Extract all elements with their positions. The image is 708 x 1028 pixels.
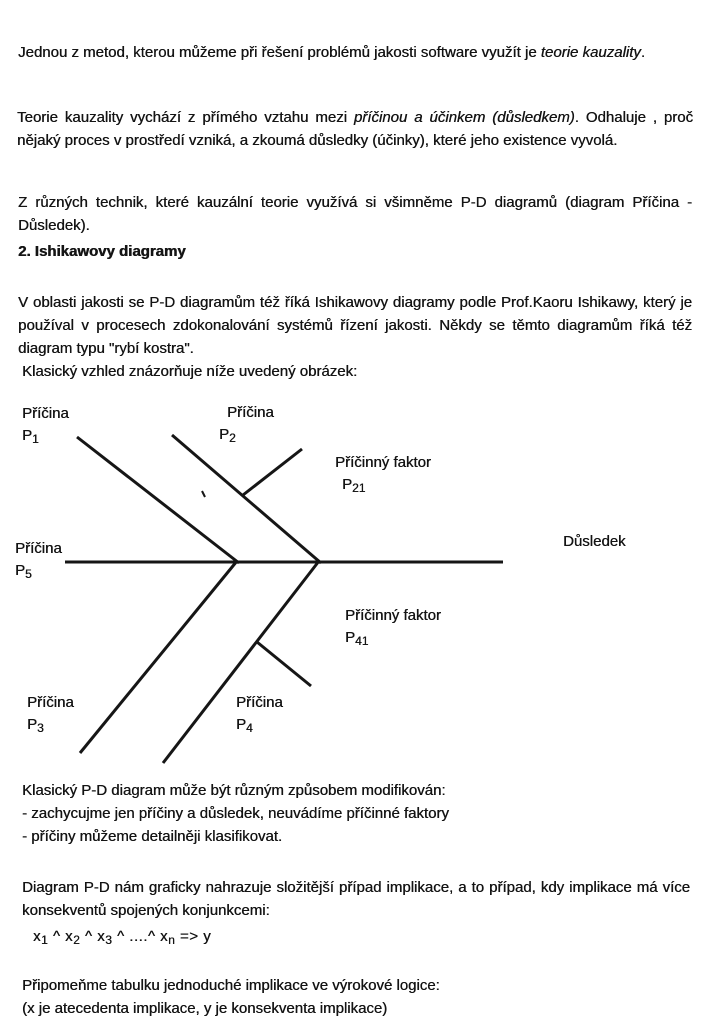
section-heading: 2. Ishikawovy diagramy: [18, 243, 186, 260]
cause-label-text: Příčina: [27, 694, 74, 711]
label-cause-p5: [15, 538, 62, 582]
text-line: Klasický P-D diagram může být různým způsobem modifikován:: [22, 782, 446, 799]
label-cause-p2: [219, 402, 274, 446]
cause-label-text: Příčina: [236, 694, 283, 711]
effect-label-text: Důsledek: [563, 533, 626, 550]
cause-label-text: Příčinný faktor: [345, 607, 441, 624]
formula-subscript: 3: [105, 933, 113, 947]
label-cause-p1: [22, 403, 69, 447]
paragraph-intro: [18, 41, 692, 64]
branch-p2-line: [172, 435, 321, 563]
text-line: Připomeňme tabulku jednoduché implikace ve výrokové logice:: [22, 977, 440, 994]
symbol-base: P: [22, 427, 33, 444]
paragraph-text: .: [640, 44, 645, 61]
symbol-subscript: 2: [229, 431, 236, 445]
cause-symbol: [345, 627, 441, 649]
label-causal-factor-p41: [345, 605, 441, 649]
cause-label-text: Příčinný faktor: [335, 454, 431, 471]
cause-symbol: [219, 424, 274, 446]
italic-term: teorie kauzality: [540, 44, 641, 61]
symbol-subscript: 3: [37, 721, 44, 735]
italic-term: příčinou a účinkem (důsledkem): [353, 109, 575, 126]
symbol-subscript: 1: [32, 432, 39, 446]
paragraph-implication: Diagram P-D nám graficky nahrazuje složitější případ implikace, a to případ, kdy implikace má více konsekventů spojených konjunkcemi:: [22, 879, 690, 919]
symbol-subscript: 5: [25, 567, 32, 581]
cause-symbol: [342, 474, 431, 496]
paragraph-figure-lead-in: Klasický vzhled znázorňuje níže uvedený obrázek:: [22, 363, 358, 380]
paragraph-truth-table: [22, 974, 702, 1020]
text-line: (x je atecedenta implikace, y je konsekventa implikace): [22, 1000, 388, 1017]
label-cause-p4: [236, 692, 283, 736]
symbol-base: P: [342, 476, 353, 493]
paragraph-text: Jednou z metod, kterou můžeme při řešení problémů jakosti software využít je: [18, 44, 541, 61]
symbol-base: P: [345, 629, 356, 646]
paragraph-modifications: [22, 779, 702, 848]
label-causal-factor-p21: [335, 452, 431, 496]
subbranch-p21-line: [243, 449, 302, 495]
paragraph-text: Teorie kauzality vychází z přímého vztahu mezi: [17, 109, 354, 126]
cause-symbol: [27, 714, 74, 736]
cause-symbol: [22, 425, 69, 447]
label-cause-p3: [27, 692, 74, 736]
implication-formula: $x_1$ ^ $x_2$ ^ $x_3$ ^ ....^ $x_n => y$: [33, 928, 212, 947]
label-effect: [563, 531, 626, 553]
paragraph-techniques: Z různých technik, které kauzální teorie využívá si všimněme P-D diagramů (diagram Příčina - Důsledek).: [18, 194, 692, 234]
symbol-base: P: [15, 562, 26, 579]
branch-p3-line: [80, 561, 237, 753]
formula-subscript: 1: [41, 933, 49, 947]
formula-subscript: n: [168, 933, 176, 947]
formula-subscript: 2: [73, 933, 81, 947]
symbol-base: P: [219, 426, 230, 443]
list-item: - příčiny můžeme detailněji klasifikovat.: [22, 828, 283, 845]
cause-symbol: [15, 560, 62, 582]
symbol-subscript: 4: [246, 721, 253, 735]
cause-label-text: Příčina: [227, 404, 274, 421]
symbol-subscript: 21: [352, 481, 366, 495]
cause-label-text: Příčina: [22, 405, 69, 422]
symbol-base: P: [236, 716, 247, 733]
cause-label-text: Příčina: [15, 540, 62, 557]
subbranch-p41-line: [257, 642, 311, 686]
paragraph-text: . Odhaluje , proč nějaký proces v prostředí vzniká, a zkoumá důsledky (účinky), které jeho existence vyvolá.: [17, 109, 694, 149]
cause-symbol: [236, 714, 283, 736]
stray-mark: [202, 491, 205, 497]
branch-p1-line: [77, 437, 239, 563]
list-item: - zachycujme jen příčiny a důsledek, neuvádíme příčinné faktory: [22, 805, 449, 822]
paragraph-causality: [17, 106, 693, 152]
paragraph-ishikawa: V oblasti jakosti se P-D diagramům též říká Ishikawovy diagramy podle Prof.Kaoru Ishikawy, který je používal v procesech zdokonalování systémů řízení jakosti. Někdy se těmto diagramům říká též diagram typu "rybí kostra".: [18, 294, 692, 357]
symbol-base: P: [27, 716, 38, 733]
symbol-subscript: 41: [355, 634, 369, 648]
